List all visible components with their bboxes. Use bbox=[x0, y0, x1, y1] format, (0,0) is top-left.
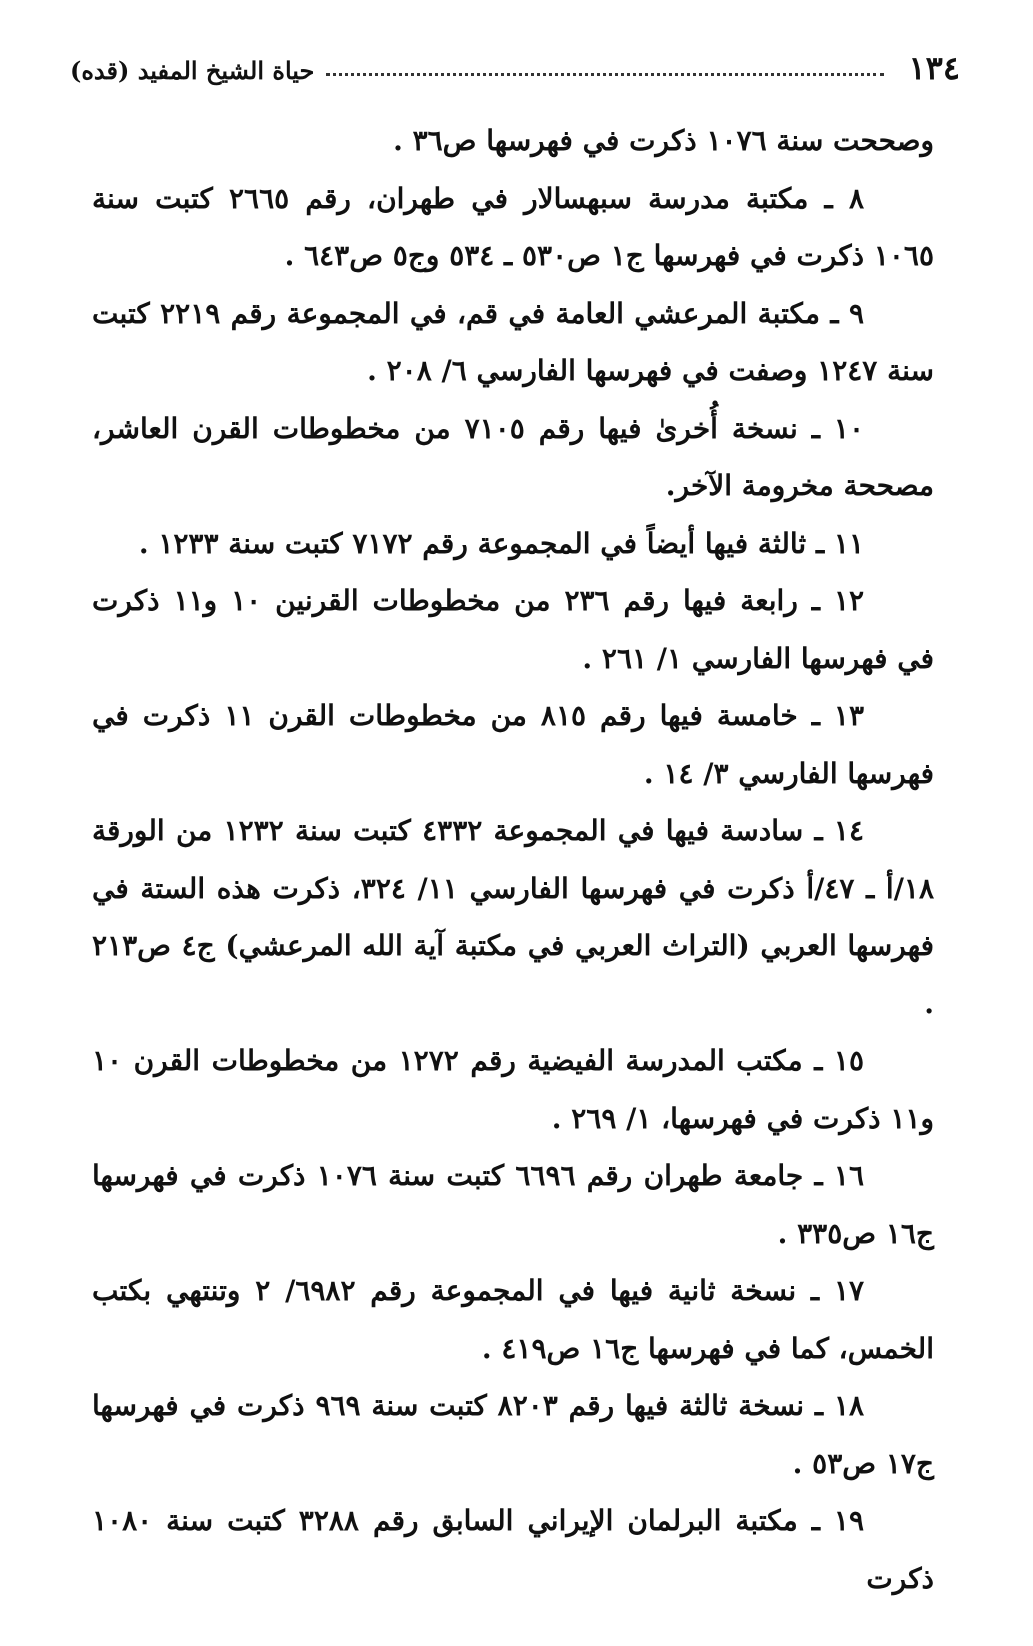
manuscript-entry-15: ١٥ ـ مكتب المدرسة الفيضية رقم ١٢٧٢ من مخطوطات القرن ١٠ و١١ ذكرت في فهرسها، ١/ ٢٦٩ . bbox=[92, 1044, 934, 1135]
paragraph-continuation: وصححت سنة ١٠٧٦ ذكرت في فهرسها ص٣٦ . bbox=[393, 124, 934, 157]
running-title: حياة الشيخ المفيد (قده) bbox=[70, 56, 315, 85]
manuscript-entry-10: ١٠ ـ نسخة أُخرىٰ فيها رقم ٧١٠٥ من مخطوطات القرن العاشر، مصححة مخرومة الآخر. bbox=[92, 411, 934, 502]
header-dotted-leader bbox=[326, 73, 884, 76]
page-header bbox=[70, 44, 960, 88]
manuscript-entry-17: ١٧ ـ نسخة ثانية فيها في المجموعة رقم ٦٩٨٢/ ٢ وتنتهي بكتب الخمس، كما في فهرسها ج١٦ ص٤١٩ . bbox=[92, 1274, 934, 1365]
manuscript-entry-9: ٩ ـ مكتبة المرعشي العامة في قم، في المجموعة رقم ٢٢١٩ كتبت سنة ١٢٤٧ وصفت في فهرسها الفارسي ٦/ ٢٠٨ . bbox=[92, 296, 934, 387]
manuscript-entry-18: ١٨ ـ نسخة ثالثة فيها رقم ٨٢٠٣ كتبت سنة ٩٦٩ ذكرت في فهرسها ج١٧ ص٥٣ . bbox=[92, 1389, 934, 1480]
manuscript-entry-8: ٨ ـ مكتبة مدرسة سبهسالار في طهران، رقم ٢٦٦٥ كتبت سنة ١٠٦٥ ذكرت في فهرسها ج١ ص٥٣٠ ـ ٥٣٤ وج٥ ص٦٤٣ . bbox=[92, 181, 934, 272]
page-number: ١٣٤ bbox=[908, 49, 960, 87]
manuscript-entry-14: ١٤ ـ سادسة فيها في المجموعة ٤٣٣٢ كتبت سنة ١٢٣٢ من الورقة ١٨/أ ـ ٤٧/أ ذكرت في فهرسها الفارسي ١١/ ٣٢٤، ذكرت هذه الستة في فهرسها العربي (التراث العربي في مكتبة آية الله المرعشي) ج٤ ص٢١٣ . bbox=[92, 814, 934, 1020]
manuscript-entry-19: ١٩ ـ مكتبة البرلمان الإيراني السابق رقم ٣٢٨٨ كتبت سنة ١٠٨٠ ذكرت bbox=[92, 1504, 934, 1595]
manuscript-entry-12: ١٢ ـ رابعة فيها رقم ٢٣٦ من مخطوطات القرنين ١٠ و١١ ذكرت في فهرسها الفارسي ١/ ٢٦١ . bbox=[92, 584, 934, 675]
manuscript-entry-13: ١٣ ـ خامسة فيها رقم ٨١٥ من مخطوطات القرن ١١ ذكرت في فهرسها الفارسي ٣/ ١٤ . bbox=[92, 699, 934, 790]
manuscript-entry-11: ١١ ـ ثالثة فيها أيضاً في المجموعة رقم ٧١٧٢ كتبت سنة ١٢٣٣ . bbox=[138, 526, 864, 560]
manuscript-entry-16: ١٦ ـ جامعة طهران رقم ٦٦٩٦ كتبت سنة ١٠٧٦ ذكرت في فهرسها ج١٦ ص٣٣٥ . bbox=[92, 1159, 934, 1250]
page-body bbox=[92, 112, 934, 1607]
